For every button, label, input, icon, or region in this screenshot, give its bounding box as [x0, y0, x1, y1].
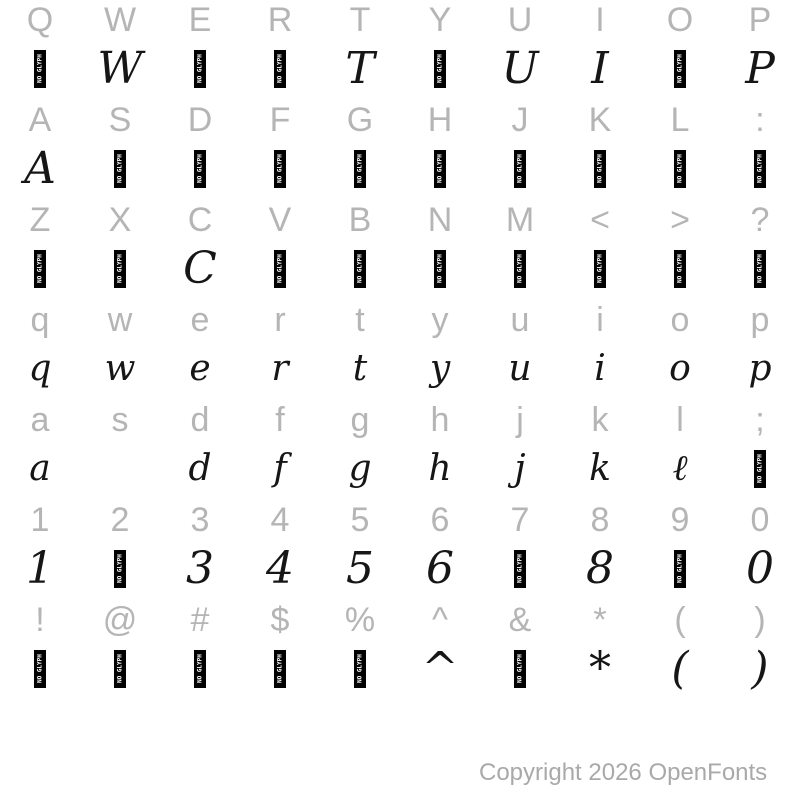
font-glyph: r: [271, 348, 289, 389]
glyph-cell: [160, 0, 240, 100]
font-glyph: U: [501, 43, 539, 94]
glyph-cell: [480, 300, 560, 400]
glyph-slot: [480, 538, 560, 600]
no-glyph-box: NO GLYPH: [34, 650, 46, 688]
reference-char: #: [190, 601, 210, 639]
glyph-cell: [0, 300, 80, 400]
glyph-row-lowercase-qwerty: [0, 300, 800, 400]
no-glyph-box: NO GLYPH: [114, 650, 126, 688]
font-glyph: j: [514, 448, 526, 489]
copyright-text: Copyright 2026 OpenFonts: [479, 759, 768, 786]
no-glyph-box: NO GLYPH: [34, 250, 46, 288]
glyph-row-uppercase-asdf: [0, 100, 800, 200]
font-glyph: f: [273, 448, 287, 489]
glyph-slot: [480, 338, 560, 400]
glyph-cell: [240, 600, 320, 700]
reference-char: 2: [110, 501, 130, 539]
reference-char: y: [431, 301, 449, 339]
reference-char: 0: [750, 501, 770, 539]
glyph-slot: [480, 138, 560, 200]
glyph-slot: [640, 638, 720, 700]
glyph-slot: [80, 538, 160, 600]
font-glyph: e: [189, 348, 211, 389]
reference-char: >: [670, 201, 690, 239]
glyph-slot: [560, 38, 640, 100]
reference-char: r: [274, 301, 286, 339]
glyph-slot: [80, 438, 160, 500]
reference-char: l: [676, 401, 684, 439]
reference-char: q: [30, 301, 50, 339]
glyph-cell: [560, 400, 640, 500]
glyph-row-digits: [0, 500, 800, 600]
glyph-slot: [0, 338, 80, 400]
font-glyph: C: [183, 243, 217, 294]
reference-char: D: [187, 101, 213, 139]
glyph-cell: [240, 0, 320, 100]
reference-char: a: [30, 401, 50, 439]
glyph-cell: [480, 200, 560, 300]
no-glyph-box: NO GLYPH: [114, 550, 126, 588]
reference-char: E: [188, 1, 212, 39]
glyph-slot: [480, 638, 560, 700]
reference-char: T: [349, 1, 371, 39]
font-glyph: q: [28, 348, 52, 389]
reference-char: k: [591, 401, 609, 439]
reference-char: !: [35, 601, 45, 639]
glyph-cell: [480, 0, 560, 100]
no-glyph-box: NO GLYPH: [434, 50, 446, 88]
reference-char: 6: [430, 501, 450, 539]
reference-char: &: [508, 601, 532, 639]
reference-char: R: [267, 1, 293, 39]
font-glyph: t: [352, 348, 368, 389]
glyph-cell: [0, 500, 80, 600]
reference-char: L: [670, 101, 690, 139]
reference-char: *: [593, 601, 607, 639]
glyph-slot: [640, 538, 720, 600]
no-glyph-box: NO GLYPH: [754, 450, 766, 488]
no-glyph-box: NO GLYPH: [354, 150, 366, 188]
reference-char: W: [103, 1, 137, 39]
reference-char: ?: [750, 201, 770, 239]
font-glyph: 3: [186, 543, 214, 594]
glyph-slot: [560, 538, 640, 600]
glyph-cell: [400, 600, 480, 700]
reference-char: 3: [190, 501, 210, 539]
glyph-cell: [0, 0, 80, 100]
font-glyph: 0: [746, 543, 774, 594]
glyph-cell: [400, 200, 480, 300]
no-glyph-box: NO GLYPH: [674, 250, 686, 288]
glyph-slot: [320, 638, 400, 700]
font-glyph: d: [188, 448, 212, 489]
reference-char: A: [28, 101, 52, 139]
glyph-cell: [160, 400, 240, 500]
reference-char: B: [348, 201, 372, 239]
glyph-slot: [720, 38, 800, 100]
glyph-slot: [160, 638, 240, 700]
glyph-cell: [80, 400, 160, 500]
glyph-slot: [320, 38, 400, 100]
glyph-slot: [160, 38, 240, 100]
font-glyph: a: [29, 448, 51, 489]
glyph-slot: [640, 238, 720, 300]
reference-char: V: [268, 201, 292, 239]
glyph-slot: [240, 138, 320, 200]
font-glyph: ^: [421, 643, 459, 694]
glyph-cell: [480, 500, 560, 600]
glyph-slot: [720, 538, 800, 600]
glyph-slot: [400, 238, 480, 300]
glyph-cell: [80, 500, 160, 600]
glyph-slot: [560, 238, 640, 300]
glyph-slot: [80, 338, 160, 400]
no-glyph-box: NO GLYPH: [194, 650, 206, 688]
glyph-slot: [240, 438, 320, 500]
glyph-cell: [720, 400, 800, 500]
glyph-slot: [320, 438, 400, 500]
glyph-slot: [400, 138, 480, 200]
glyph-slot: [720, 638, 800, 700]
no-glyph-box: NO GLYPH: [434, 150, 446, 188]
reference-char: F: [269, 101, 291, 139]
font-glyph: A: [24, 143, 56, 194]
glyph-cell: [560, 300, 640, 400]
no-glyph-box: NO GLYPH: [514, 250, 526, 288]
no-glyph-box: NO GLYPH: [34, 50, 46, 88]
glyph-slot: [640, 438, 720, 500]
font-glyph: (: [671, 643, 689, 694]
glyph-slot: [0, 638, 80, 700]
no-glyph-box: NO GLYPH: [514, 650, 526, 688]
reference-char: i: [596, 301, 604, 339]
glyph-cell: [720, 300, 800, 400]
reference-char: h: [430, 401, 450, 439]
reference-char: M: [505, 201, 535, 239]
glyph-cell: [160, 100, 240, 200]
font-glyph: 5: [346, 543, 374, 594]
glyph-slot: [640, 38, 720, 100]
reference-char: 4: [270, 501, 290, 539]
no-glyph-box: NO GLYPH: [434, 250, 446, 288]
reference-char: 9: [670, 501, 690, 539]
reference-char: S: [108, 101, 132, 139]
glyph-cell: [160, 500, 240, 600]
glyph-cell: [400, 100, 480, 200]
glyph-slot: [560, 138, 640, 200]
reference-char: f: [275, 401, 285, 439]
reference-char: t: [355, 301, 365, 339]
font-glyph: y: [429, 348, 451, 389]
glyph-slot: [560, 438, 640, 500]
font-glyph: ): [751, 643, 769, 694]
glyph-slot: [400, 638, 480, 700]
glyph-cell: [400, 0, 480, 100]
glyph-cell: [560, 600, 640, 700]
glyph-cell: [80, 600, 160, 700]
glyph-cell: [80, 300, 160, 400]
font-glyph: 1: [26, 543, 54, 594]
glyph-cell: [240, 500, 320, 600]
glyph-cell: [240, 400, 320, 500]
font-glyph: 4: [266, 543, 294, 594]
glyph-slot: [80, 138, 160, 200]
glyph-row-uppercase-zxcv: [0, 200, 800, 300]
glyph-cell: [320, 600, 400, 700]
no-glyph-box: NO GLYPH: [354, 650, 366, 688]
font-glyph: g: [348, 448, 372, 489]
font-glyph: ℓ: [672, 448, 688, 489]
glyph-cell: [640, 100, 720, 200]
glyph-slot: [400, 438, 480, 500]
glyph-slot: [400, 38, 480, 100]
glyph-row-uppercase-qwerty: [0, 0, 800, 100]
glyph-cell: [160, 300, 240, 400]
no-glyph-box: NO GLYPH: [274, 250, 286, 288]
no-glyph-box: NO GLYPH: [354, 250, 366, 288]
no-glyph-box: NO GLYPH: [274, 650, 286, 688]
glyph-cell: [0, 400, 80, 500]
glyph-cell: [320, 300, 400, 400]
reference-char: p: [750, 301, 770, 339]
glyph-slot: [320, 138, 400, 200]
reference-char: C: [187, 201, 213, 239]
no-glyph-box: NO GLYPH: [274, 50, 286, 88]
font-glyph: o: [669, 348, 691, 389]
reference-char: d: [190, 401, 210, 439]
glyph-cell: [560, 100, 640, 200]
reference-char: u: [510, 301, 530, 339]
glyph-cell: [80, 0, 160, 100]
reference-char: $: [270, 601, 290, 639]
glyph-slot: [240, 338, 320, 400]
no-glyph-box: NO GLYPH: [514, 150, 526, 188]
font-glyph: T: [345, 43, 375, 94]
glyph-cell: [720, 200, 800, 300]
glyph-slot: [320, 238, 400, 300]
font-glyph: W: [97, 43, 143, 94]
reference-char: J: [511, 101, 529, 139]
glyph-slot: [80, 238, 160, 300]
glyph-slot: [0, 38, 80, 100]
glyph-cell: [320, 100, 400, 200]
no-glyph-box: NO GLYPH: [594, 150, 606, 188]
glyph-cell: [400, 300, 480, 400]
reference-char: I: [595, 1, 605, 39]
glyph-cell: [640, 0, 720, 100]
glyph-slot: [640, 338, 720, 400]
glyph-cell: [560, 500, 640, 600]
reference-char: 5: [350, 501, 370, 539]
glyph-slot: [160, 238, 240, 300]
glyph-cell: [720, 600, 800, 700]
font-glyph: 6: [426, 543, 454, 594]
glyph-cell: [480, 400, 560, 500]
reference-char: O: [666, 1, 694, 39]
glyph-slot: [80, 638, 160, 700]
glyph-cell: [0, 200, 80, 300]
glyph-cell: [640, 600, 720, 700]
glyph-cell: [320, 400, 400, 500]
glyph-slot: [160, 138, 240, 200]
reference-char: Y: [428, 1, 452, 39]
glyph-cell: [720, 100, 800, 200]
glyph-slot: [720, 138, 800, 200]
glyph-cell: [0, 600, 80, 700]
glyph-cell: [640, 300, 720, 400]
glyph-slot: [720, 438, 800, 500]
glyph-cell: [320, 0, 400, 100]
no-glyph-box: NO GLYPH: [594, 250, 606, 288]
reference-char: s: [111, 401, 129, 439]
glyph-slot: [240, 238, 320, 300]
glyph-slot: [160, 338, 240, 400]
reference-char: Z: [29, 201, 51, 239]
glyph-slot: [560, 638, 640, 700]
font-glyph: I: [591, 43, 609, 94]
reference-char: @: [102, 601, 138, 639]
glyph-slot: [480, 38, 560, 100]
reference-char: U: [507, 1, 533, 39]
glyph-cell: [160, 200, 240, 300]
glyph-slot: [0, 438, 80, 500]
no-glyph-box: NO GLYPH: [754, 250, 766, 288]
reference-char: 1: [30, 501, 50, 539]
glyph-cell: [240, 300, 320, 400]
no-glyph-box: NO GLYPH: [674, 550, 686, 588]
no-glyph-box: NO GLYPH: [514, 550, 526, 588]
glyph-slot: [400, 538, 480, 600]
reference-char: g: [350, 401, 370, 439]
no-glyph-box: NO GLYPH: [274, 150, 286, 188]
no-glyph-box: NO GLYPH: [194, 50, 206, 88]
reference-char: :: [755, 101, 765, 139]
glyph-cell: [480, 100, 560, 200]
glyph-slot: [320, 538, 400, 600]
glyph-slot: [160, 438, 240, 500]
glyph-slot: [240, 38, 320, 100]
glyph-cell: [720, 500, 800, 600]
glyph-cell: [480, 600, 560, 700]
reference-char: G: [346, 101, 374, 139]
glyph-cell: [720, 0, 800, 100]
reference-char: 8: [590, 501, 610, 539]
font-glyph: h: [428, 448, 452, 489]
glyph-slot: [240, 538, 320, 600]
no-glyph-box: NO GLYPH: [194, 150, 206, 188]
reference-char: Q: [26, 1, 54, 39]
glyph-slot: [720, 338, 800, 400]
font-glyph: 8: [586, 543, 614, 594]
glyph-cell: [80, 100, 160, 200]
glyph-slot: [80, 38, 160, 100]
glyph-cell: [560, 200, 640, 300]
font-glyph: P: [745, 43, 775, 94]
reference-char: w: [107, 301, 133, 339]
font-glyph: *: [589, 643, 611, 694]
reference-char: %: [344, 601, 376, 639]
reference-char: P: [748, 1, 772, 39]
glyph-cell: [80, 200, 160, 300]
glyph-slot: [0, 538, 80, 600]
reference-char: o: [670, 301, 690, 339]
reference-char: K: [588, 101, 612, 139]
glyph-slot: [160, 538, 240, 600]
glyph-cell: [640, 200, 720, 300]
glyph-cell: [320, 500, 400, 600]
glyph-row-symbols: [0, 600, 800, 700]
reference-char: j: [516, 401, 524, 439]
glyph-cell: [400, 400, 480, 500]
font-glyph: p: [748, 348, 772, 389]
reference-char: e: [190, 301, 210, 339]
glyph-slot: [480, 438, 560, 500]
glyph-cell: [640, 500, 720, 600]
font-glyph: w: [104, 348, 136, 389]
glyph-slot: [320, 338, 400, 400]
glyph-slot: [0, 138, 80, 200]
font-glyph: k: [589, 448, 611, 489]
reference-char: <: [590, 201, 610, 239]
glyph-slot: [240, 638, 320, 700]
glyph-slot: [720, 238, 800, 300]
no-glyph-box: NO GLYPH: [674, 50, 686, 88]
reference-char: 7: [510, 501, 530, 539]
glyph-slot: [640, 138, 720, 200]
reference-char: ^: [432, 601, 448, 639]
glyph-row-lowercase-asdf: [0, 400, 800, 500]
glyph-cell: [240, 100, 320, 200]
glyph-cell: [0, 100, 80, 200]
glyph-cell: [400, 500, 480, 600]
font-glyph: i: [594, 348, 606, 389]
reference-char: N: [427, 201, 453, 239]
reference-char: (: [674, 601, 686, 639]
glyph-slot: [0, 238, 80, 300]
reference-char: H: [427, 101, 453, 139]
glyph-cell: [240, 200, 320, 300]
no-glyph-box: NO GLYPH: [754, 150, 766, 188]
glyph-cell: [560, 0, 640, 100]
reference-char: X: [108, 201, 132, 239]
glyph-slot: [400, 338, 480, 400]
glyph-cell: [160, 600, 240, 700]
glyph-slot: [560, 338, 640, 400]
no-glyph-box: NO GLYPH: [674, 150, 686, 188]
font-glyph: u: [508, 348, 532, 389]
glyph-cell: [640, 400, 720, 500]
glyph-slot: [480, 238, 560, 300]
no-glyph-box: NO GLYPH: [114, 150, 126, 188]
glyph-cell: [320, 200, 400, 300]
reference-char: ;: [755, 401, 765, 439]
no-glyph-box: NO GLYPH: [114, 250, 126, 288]
reference-char: ): [754, 601, 766, 639]
